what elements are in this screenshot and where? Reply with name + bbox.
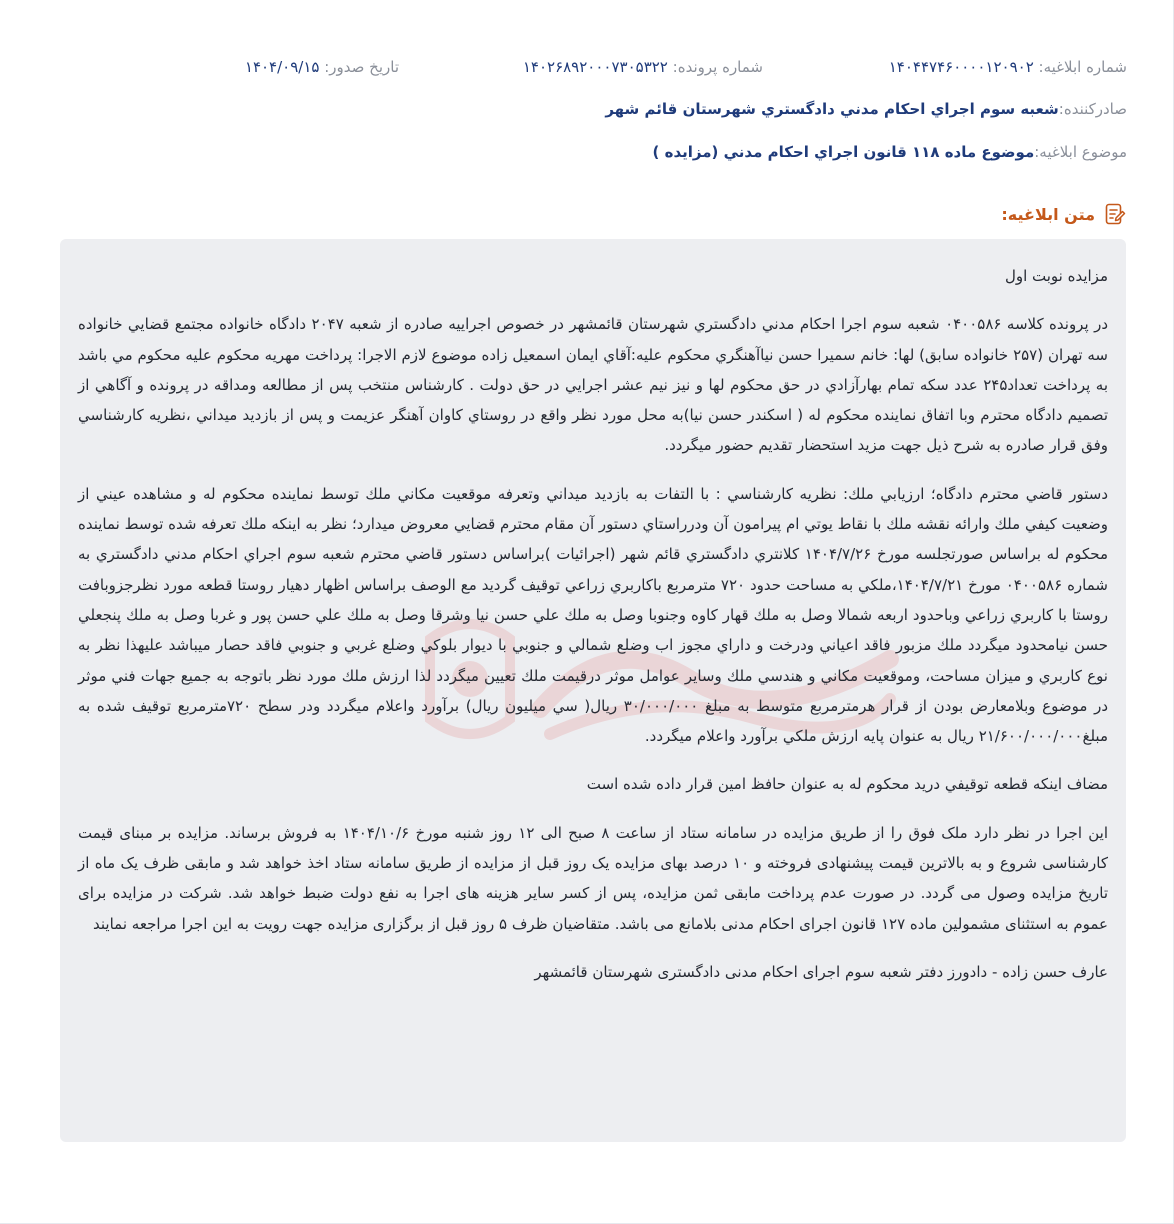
notice-text-box — [60, 239, 1126, 1142]
paragraph-auction: این اجرا در نظر دارد ملک فوق را از طریق مزایده در سامانه ستاد از ساعت ۸ صبح الی ۱۲ روز شنبه مورخ ۱۴۰۴/۱۰/۶ به فروش برساند. مزایده بر مبنای قیمت کارشناسی شروع و به بالاترین قیمت پیشنهادی فروخته و ۱۰ درصد بهای مزایده یک روز قبل از مزایده از طریق سامانه ستاد اخذ خواهد شد و مابقی ظرف یک ماه از تاریخ مزایده وصول می گردد. در صورت عدم پرداخت مابقی ثمن مزایده، پس از کسر سایر هزینه های اجرا به نفع دولت ضبط خواهد شد. شرکت در مزایده برای عموم به استثنای مشمولین ماده ۱۲۷ قانون اجرای احکام مدنی بلامانع می باشد. متقاضیان ظرف ۵ روز قبل از برگزاری مزایده جهت رویت به این اجرا مراجعه نمایند — [78, 823, 1108, 933]
subject-value: موضوع ماده ۱۱۸ قانون اجراي احكام مدني (مزايده ) — [652, 143, 1035, 161]
issuer-row — [46, 100, 1127, 118]
notice-number-value: ۱۴۰۴۴۷۴۶۰۰۰۰۱۲۰۹۰۲ — [888, 58, 1034, 76]
issue-date — [245, 58, 399, 76]
issuer-label: صادرکننده: — [1058, 100, 1127, 118]
paragraph-case: در پرونده كلاسه ۰۴۰۰۵۸۶ شعبه سوم اجرا احكام مدني دادگستري شهرستان قائمشهر در خصوص اجراييه صادره از شعبه ۲۰۴۷ دادگاه خانواده مجتمع قضايي خانواده سه تهران (۲۵۷ خانواده سابق) لها: خانم سميرا حسن نياآهنگري محكوم عليه:آقاي ايمان اسمعيل زاده موضوع لازم الاجرا: پرداخت مهريه محكوم عليه محكوم مي باشد به پرداخت تعداد۲۴۵ عدد سكه تمام بهارآزادي در حق محكوم لها و نيز نيم عشر اجرايي در حق دولت . كارشناس منتخب پس از مطالعه ومداقه در پرونده و آگاهي از تصميم دادگاه محترم وبا اتفاق نماينده محكوم له ( اسكندر حسن نيا)به محل مورد نظر واقع در روستاي كاوان آهنگر عزيمت و پس از بازديد ميداني ،نظريه كارشناسي وفق قرار صادره به شرح ذيل جهت مزيد استحضار تقديم حضور ميگردد. — [78, 315, 1109, 455]
notice-text-title: متن ابلاغیه: — [1001, 204, 1095, 224]
paragraph-custody: مضاف اينكه قطعه توقيفي دريد محكوم له به عنوان حافظ امين قرار داده شده است — [586, 775, 1108, 794]
issue-date-label: تاریخ صدور: — [324, 58, 399, 76]
document-edit-icon — [1103, 202, 1127, 226]
notice-number — [889, 58, 1127, 76]
issuer-value: شعبه سوم اجراي احكام مدني دادگستري شهرستان قائم شهر — [605, 100, 1059, 118]
case-number-label: شماره پرونده: — [672, 58, 763, 76]
paragraph-heading: مزايده نوبت اول — [1004, 267, 1108, 285]
notice-text-heading — [1001, 202, 1127, 226]
notice-number-label: شماره ابلاغیه: — [1038, 58, 1127, 76]
issue-date-value: ۱۴۰۴/۰۹/۱۵ — [244, 58, 320, 76]
subject-row — [46, 143, 1127, 161]
subject-label: موضوع ابلاغیه: — [1034, 143, 1127, 161]
case-number — [523, 58, 763, 76]
case-number-value: ۱۴۰۲۶۸۹۲۰۰۰۷۳۰۵۳۲۲ — [522, 58, 668, 76]
paragraph-appraisal: دستور قاضي محترم دادگاه؛ ارزيابي ملك: نظريه كارشناسي : با التفات به بازديد ميداني وتعرفه موقعيت مكاني ملك توسط نماينده محكوم له و مشاهده عيني از وضعيت كيفي ملك وارائه نقشه ملك با نقاط يوتي ام پيرامون آن ودرراستاي دستور آن مقام محترم قضايي معروض ميدارد؛ نظر به اينكه ملك تعرفه شده توسط نماينده محكوم له براساس صورتجلسه مورخ ۱۴۰۴/۷/۲۶ كلانتري دادگستري قائم شهر (اجرائيات )براساس دستور قاضي محترم شعبه سوم اجراي احكام مدني دادگستري به شماره ۰۴۰۰۵۸۶ مورخ ۱۴۰۴/۷/۲۱،ملكي به مساحت حدود ۷۲۰ مترمربع باكاربري زراعي توقيف گرديد مع الوصف براساس اظهار دهيار روستا قطعه مورد نظرجزوبافت روستا با كاربري زراعي وباحدود اربعه شمالا وصل به ملك قهار كاوه وجنوبا وصل به ملك علي حسن نيا وشرقا وصل به ملك علي حسن پور و غربا وصل به ملك پنجعلي حسن نيامحدود ميگردد ملك مزبور فاقد اعياني ودرخت و داراي مجوز اب وضلع شمالي و جنوبي با ديوار بلوكي وضلع غربي و جنوبي فاقد حصار ميباشد عليهذا نظر به نوع كاربري و ميزان مساحت، وموقعيت مكاني و هندسي ملك وساير عوامل موثر درقيمت ملك تعيين ميگردد لذا ارزش ملك مورد نظر باتوجه به جميع جهات فني موثر در موضوع وبلامعارض بودن از قرار هرمترمربع متوسط به مبلغ ۳۰/۰۰۰/۰۰۰ ريال( سي ميليون ريال) برآورد واعلام ميگردد ودر سطح ۷۲۰مترمربع توقيف شده به مبلغ۲۱/۶۰۰/۰۰۰/۰۰۰ ريال به عنوان پايه ارزش ملكي برآورد واعلام ميگردد. — [78, 484, 1108, 746]
paragraph-signature: عارف حسن زاده - دادورز دفتر شعبه سوم اجرای احکام مدنی دادگستری شهرستان قائمشهر — [534, 962, 1108, 981]
